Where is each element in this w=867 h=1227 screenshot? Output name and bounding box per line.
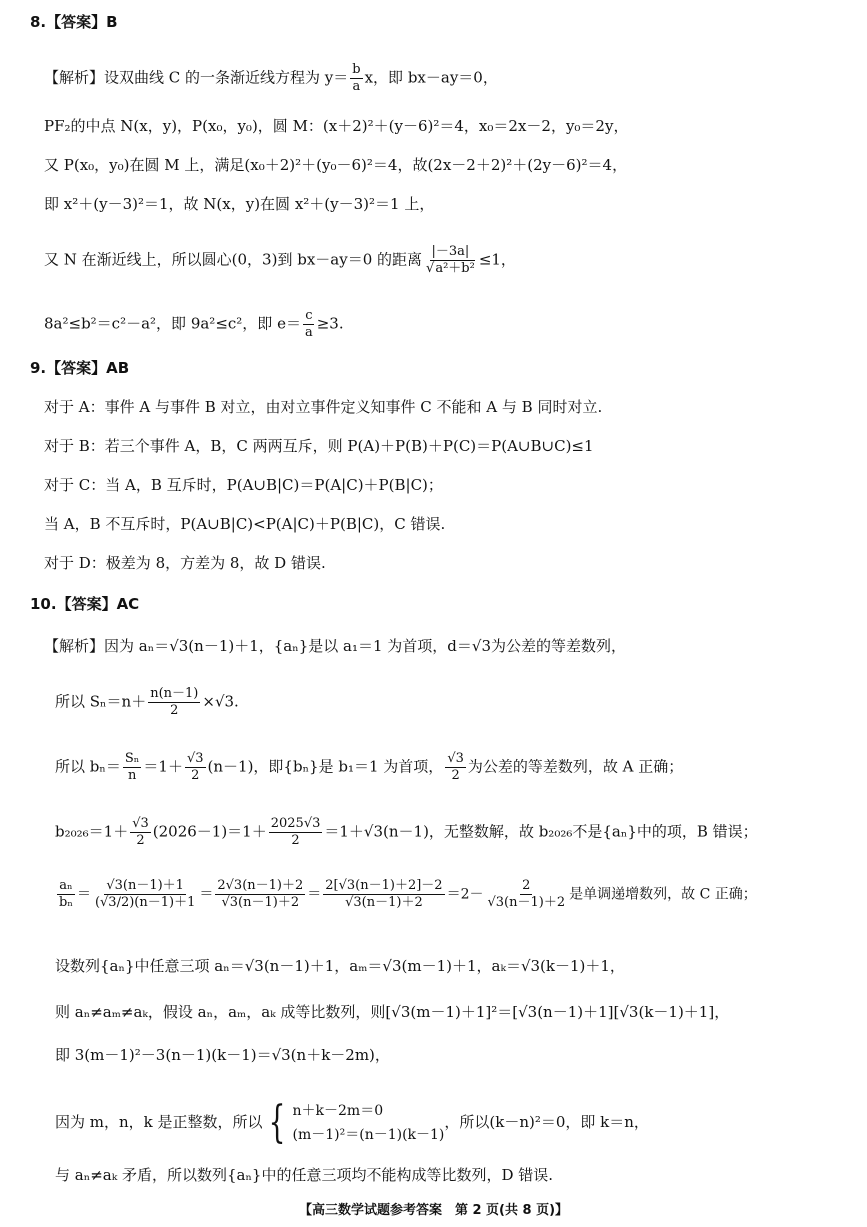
q10-line-7: 则 aₙ≠aₘ≠aₖ，假设 aₙ，aₘ，aₖ 成等比数列，则[√3(m－1)＋1]²＝[√3(n－1)＋1][√3(k－1)＋1]， bbox=[55, 1003, 730, 1021]
q10-bn-num-2: √3 bbox=[186, 751, 204, 766]
q8-distance-den: √a²＋b² bbox=[426, 261, 475, 276]
q10-line-4 bbox=[55, 816, 758, 849]
q8-line-3: 又 P(x₀，y₀)在圆 M 上，满足(x₀＋2)²＋(y₀－6)²＝4，故(2x－2＋2)²＋(2y－6)²＝4， bbox=[44, 156, 628, 174]
q8-line-1 bbox=[44, 62, 498, 95]
q9-line-5: 对于 D：极差为 8，方差为 8，故 D 错误. bbox=[44, 554, 326, 572]
q10-line-2 bbox=[55, 686, 239, 719]
q9-answer-header: 9.【答案】AB bbox=[30, 359, 130, 377]
q8-line-5-text-a: 又 N 在渐近线上，所以圆心(0，3)到 bx－ay＝0 的距离 bbox=[44, 250, 423, 269]
q9-line-4: 当 A，B 不互斥时，P(A∪B|C)<P(A|C)＋P(B|C)，C 错误. bbox=[44, 515, 446, 533]
q10-sn-num: n(n－1) bbox=[150, 686, 199, 701]
q9-line-2: 对于 B：若三个事件 A，B，C 两两互斥，则 P(A)＋P(B)＋P(C)＝P(A∪B∪C)≤1 bbox=[44, 437, 594, 455]
q10-bn-num-1: Sₙ bbox=[124, 751, 140, 766]
q10-ratio-fraction-4 bbox=[323, 878, 444, 911]
q8-frac-num: b bbox=[352, 62, 361, 77]
q8-line-5 bbox=[44, 244, 516, 277]
q10-b2026-num-1: √3 bbox=[132, 816, 149, 831]
q10-ratio-den-5: √3(n－1)＋2 bbox=[487, 895, 566, 910]
q10-line-3-text-a: 所以 bₙ＝ bbox=[55, 757, 121, 776]
q10-ratio-den-2: (√3/2)(n－1)＋1 bbox=[94, 895, 196, 910]
q8-frac-den: a bbox=[352, 79, 361, 94]
q9-line-1: 对于 A：事件 A 与事件 B 对立，由对立事件定义知事件 C 不能和 A 与 B 同时对立. bbox=[44, 398, 603, 416]
q10-ratio-den-4: √3(n－1)＋2 bbox=[345, 895, 423, 910]
q8-e-den: a bbox=[304, 325, 313, 340]
q10-sn-fraction bbox=[148, 686, 200, 719]
q8-distance-num: |－3a| bbox=[431, 244, 470, 259]
q10-b2026-fraction-1 bbox=[130, 816, 151, 849]
q8-line-5-text-b: ≤1， bbox=[478, 250, 516, 269]
q10-ratio-num-2: √3(n－1)＋1 bbox=[106, 878, 184, 893]
q8-line-6-text-a: 8a²≤b²＝c²－a²，即 9a²≤c²，即 e＝ bbox=[44, 314, 301, 333]
q10-bn-den-2: 2 bbox=[191, 768, 200, 783]
q10-bn-fraction-2 bbox=[185, 751, 206, 784]
q10-line-5-eq-1: ＝ bbox=[76, 886, 91, 903]
q8-distance-fraction bbox=[424, 244, 477, 277]
q10-ratio-num-1: aₙ bbox=[59, 878, 73, 893]
q10-system-eq-2: (m－1)²＝(n－1)(k－1) bbox=[292, 1127, 445, 1143]
q10-line-2-text-a: 所以 Sₙ＝n＋ bbox=[55, 692, 147, 711]
q10-line-5-eq-3: ＝ bbox=[307, 886, 322, 903]
q10-sn-den: 2 bbox=[170, 703, 179, 718]
q10-b2026-fraction-2 bbox=[269, 816, 323, 849]
q10-line-6: 设数列{aₙ}中任意三项 aₙ＝√3(n－1)＋1，aₘ＝√3(m－1)＋1，aₖ＝√3(k－1)＋1， bbox=[55, 957, 625, 975]
q10-line-4-text-a: b₂₀₂₆＝1＋ bbox=[55, 822, 129, 841]
q9-line-3: 对于 C：当 A，B 互斥时，P(A∪B|C)＝P(A|C)＋P(B|C)； bbox=[44, 476, 443, 494]
q8-line-1-text-b: x，即 bx－ay＝0， bbox=[364, 68, 498, 87]
q10-bn-den-1: n bbox=[127, 768, 137, 783]
q10-ratio-den-1: bₙ bbox=[59, 895, 73, 910]
q10-ratio-num-4: 2[√3(n－1)＋2]－2 bbox=[325, 878, 443, 893]
q8-e-num: c bbox=[305, 308, 313, 323]
q10-line-5 bbox=[55, 878, 757, 911]
q10-bn-den-3: 2 bbox=[451, 768, 460, 783]
q10-line-1: 【解析】因为 aₙ＝√3(n－1)＋1，{aₙ}是以 a₁＝1 为首项，d＝√3为公差的等差数列， bbox=[44, 637, 627, 655]
q10-answer-header: 10.【答案】AC bbox=[30, 595, 140, 613]
q8-fraction-c-over-a bbox=[303, 308, 315, 341]
q10-line-5-text-e: 是单调递增数列，故 C 正确； bbox=[569, 886, 757, 903]
q10-ratio-den-3: √3(n－1)＋2 bbox=[221, 895, 300, 910]
q8-line-1-text-a: 【解析】设双曲线 C 的一条渐近线方程为 y＝ bbox=[44, 68, 349, 87]
q10-line-10: 与 aₙ≠aₖ 矛盾，所以数列{aₙ}中的任意三项均不能构成等比数列，D 错误. bbox=[55, 1166, 554, 1184]
q8-line-4: 即 x²＋(y－3)²＝1，故 N(x，y)在圆 x²＋(y－3)²＝1 上， bbox=[44, 195, 435, 213]
q10-ratio-fraction-5 bbox=[486, 878, 568, 911]
q10-line-4-text-c: ＝1＋√3(n－1)，无整数解，故 b₂₀₂₆不是{aₙ}中的项，B 错误； bbox=[324, 822, 758, 841]
q10-bn-num-3: √3 bbox=[447, 751, 464, 766]
q10-line-9-text-a: 因为 m，n，k 是正整数，所以 bbox=[55, 1113, 263, 1131]
q10-bn-fraction-3 bbox=[445, 751, 466, 784]
q8-distance-radicand: a²＋b² bbox=[435, 261, 475, 276]
q10-line-5-eq-2: ＝ bbox=[199, 886, 214, 903]
q10-line-3 bbox=[55, 751, 683, 784]
q10-b2026-den-1: 2 bbox=[136, 833, 145, 848]
q10-bn-fraction-1 bbox=[123, 751, 142, 784]
q8-fraction-b-over-a bbox=[350, 62, 362, 95]
q10-b2026-num-2: 2025√3 bbox=[270, 816, 321, 831]
q10-line-3-text-b: ＝1＋ bbox=[143, 757, 183, 776]
q10-ratio-fraction-3 bbox=[215, 878, 305, 911]
q10-ratio-num-3: 2√3(n－1)＋2 bbox=[217, 878, 304, 893]
q10-system-rows bbox=[293, 1099, 445, 1147]
q10-line-3-text-d: 为公差的等差数列，故 A 正确； bbox=[467, 757, 684, 776]
page-footer: 【高三数学试题参考答案 第 2 页(共 8 页)】 bbox=[298, 1203, 569, 1218]
q10-line-9 bbox=[55, 1096, 649, 1148]
q10-line-3-text-c: (n－1)，即{bₙ}是 b₁＝1 为首项， bbox=[207, 757, 444, 776]
q10-system-eq-1: n＋k－2m＝0 bbox=[292, 1103, 384, 1119]
q8-line-6-text-b: ≥3. bbox=[316, 314, 344, 333]
q10-line-2-text-b: ×√3. bbox=[202, 692, 239, 711]
q10-line-5-eq-4: ＝2－ bbox=[446, 886, 484, 903]
q8-line-2: PF₂的中点 N(x，y)，P(x₀，y₀)，圆 M：(x＋2)²＋(y－6)²＝4，x₀＝2x－2，y₀＝2y， bbox=[44, 117, 629, 135]
q10-line-9-text-b: ，所以(k－n)²＝0，即 k＝n， bbox=[444, 1113, 649, 1131]
q10-b2026-den-2: 2 bbox=[291, 833, 300, 848]
q10-line-4-text-b: (2026－1)＝1＋ bbox=[152, 822, 267, 841]
q10-ratio-fraction-1 bbox=[57, 878, 75, 911]
q10-ratio-num-5: 2 bbox=[522, 878, 531, 893]
q8-line-6 bbox=[44, 308, 344, 341]
q10-ratio-fraction-2 bbox=[93, 878, 197, 911]
q8-answer-header: 8.【答案】B bbox=[30, 13, 118, 31]
left-brace-icon: { bbox=[268, 1097, 285, 1148]
q10-equation-system bbox=[263, 1099, 445, 1147]
q10-line-8: 即 3(m－1)²－3(n－1)(k－1)＝√3(n＋k－2m)， bbox=[55, 1046, 390, 1064]
